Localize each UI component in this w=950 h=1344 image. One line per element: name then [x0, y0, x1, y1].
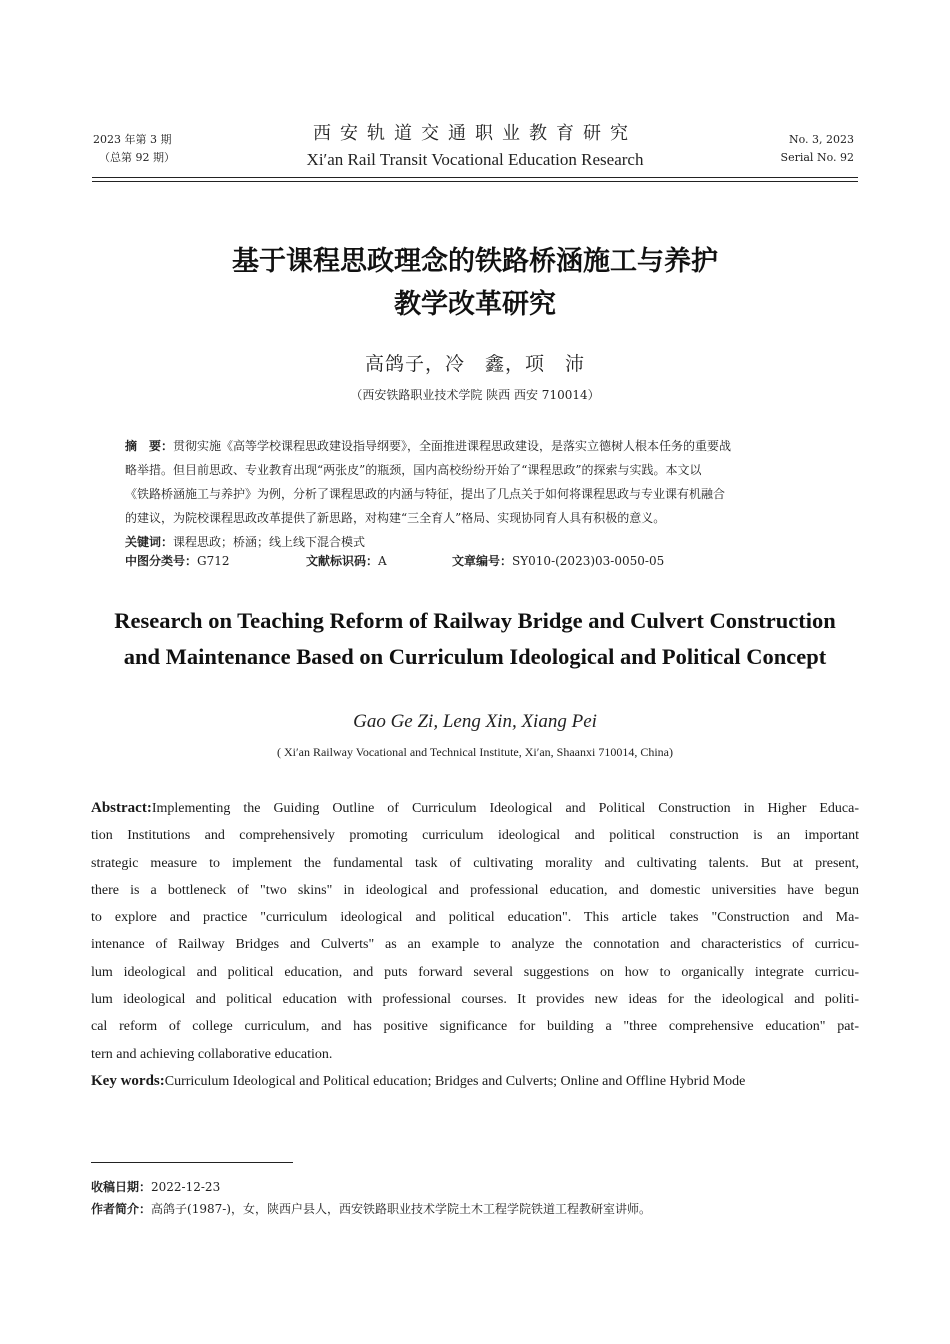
- abstract-en: [91, 795, 859, 1095]
- abstract-en-line: tion Institutions and comprehensively promoting curriculum ideological and political construction is an important: [91, 828, 859, 844]
- author-bio-text: 高鸽子(1987-)，女，陕西户县人，西安铁路职业技术学院土木工程学院铁道工程教研室讲师。: [151, 1202, 651, 1216]
- authors-cn: 高鸽子，冷 鑫，项 沛: [364, 353, 585, 375]
- serial-number-en: Serial No. 92: [780, 151, 854, 164]
- abstract-cn-line: 《铁路桥涵施工与养护》为例，分析了课程思政的内涵与特征，提出了几点关于如何将课程思政与专业课有机融合: [125, 487, 726, 501]
- author-bio-label: 作者简介：: [91, 1202, 152, 1216]
- article-number-label: 文章编号：: [452, 554, 513, 568]
- abstract-cn-text: 贯彻实施《高等学校课程思政建设指导纲要》，全面推进课程思政建设，是落实立德树人根本任务的重要战: [173, 439, 732, 453]
- authors-en: Gao Ge Zi, Leng Xin, Xiang Pei: [353, 711, 597, 732]
- clc-label: 中图分类号：: [125, 554, 198, 568]
- affiliation-cn: （西安铁路职业技术学院 陕西 西安 710014）: [350, 388, 600, 402]
- abstract-en-line: there is a bottleneck of "two skins" in ideological and professional education, and domestic universities have begun: [91, 882, 859, 898]
- abstract-cn-label: 摘 要：: [125, 439, 174, 453]
- issue-number-cn: 2023 年第 3 期: [93, 133, 172, 146]
- header-rule-bottom: [92, 181, 858, 182]
- article-number: [452, 549, 664, 573]
- abstract-cn-line: 略举措。但目前思政、专业教育出现“两张皮”的瓶颈，国内高校纷纷开始了“课程思政”的探索与实践。本文以: [125, 463, 702, 477]
- journal-title-cn: 西安轨道交通职业教育研究: [313, 123, 637, 144]
- abstract-en-line: cal reform of college curriculum, and has positive significance for building a "three comprehensive education" pat-: [91, 1019, 859, 1035]
- paper-title-cn-line1: 基于课程思政理念的铁路桥涵施工与养护: [232, 246, 718, 277]
- clc-value: G712: [197, 554, 230, 568]
- header-rule-top: [92, 177, 858, 178]
- issue-info-en: [781, 131, 854, 167]
- received-date-value: 2022-12-23: [151, 1180, 221, 1194]
- received-date-label: 收稿日期：: [91, 1180, 152, 1194]
- paper-title-en: [60, 603, 890, 675]
- serial-number-cn: （总第 92 期）: [99, 151, 175, 164]
- abstract-cn-line: 的建议，为院校课程思政改革提供了新思路，对构建“三全育人”格局、实现协同育人具有积极的意义。: [125, 511, 666, 525]
- paper-title-en-line2: and Maintenance Based on Curriculum Ideological and Political Concept: [123, 644, 827, 669]
- affiliation-en: ( Xi′an Railway Vocational and Technical Institute, Xi′an, Shaanxi 710014, China): [277, 745, 673, 759]
- document-code-label: 文献标识码：: [306, 554, 379, 568]
- paper-title-en-line1: Research on Teaching Reform of Railway Bridge and Culvert Construction: [114, 608, 836, 633]
- received-date: [91, 1176, 859, 1198]
- abstract-en-text: Implementing the Guiding Outline of Curriculum Ideological and Political Construction in Higher Educa-: [151, 801, 859, 816]
- clc-number: [125, 549, 230, 573]
- abstract-cn-line: [125, 434, 838, 458]
- abstract-en-line: [91, 795, 859, 822]
- keywords-en-label: Key words:: [91, 1072, 165, 1089]
- abstract-en-line: intenance of Railway Bridges and Culverts" as an example to analyze the connotation and characteristics of curricu-: [91, 937, 859, 953]
- paper-title-cn: [0, 240, 950, 326]
- keywords-en: [91, 1068, 859, 1095]
- document-code: [306, 549, 387, 573]
- footnote-rule: [91, 1162, 293, 1163]
- abstract-en-label: Abstract:: [91, 800, 152, 816]
- journal-title-en: Xi′an Rail Transit Vocational Education Research: [306, 150, 644, 169]
- abstract-en-line: lum ideological and political education with professional courses. It provides new ideas for the ideological and politi-: [91, 992, 859, 1008]
- keywords-cn-label: 关键词：: [125, 535, 174, 549]
- author-bio: [91, 1198, 859, 1220]
- document-code-value: A: [378, 554, 387, 568]
- issue-number-en: No. 3, 2023: [788, 133, 854, 146]
- footnotes: [91, 1176, 859, 1220]
- keywords-en-text: Curriculum Ideological and Political education; Bridges and Culverts; Online and Offline Hybrid Mode: [164, 1073, 746, 1089]
- keywords-cn-text: 课程思政；桥涵；线上线下混合模式: [173, 535, 366, 549]
- abstract-en-line: to explore and practice "curriculum ideological and political education". This article takes "Construction and Ma-: [91, 910, 859, 926]
- abstract-en-line: tern and achieving collaborative education.: [91, 1046, 333, 1062]
- paper-title-cn-line2: 教学改革研究: [394, 289, 556, 320]
- abstract-en-line: strategic measure to implement the fundamental task of cultivating morality and cultivating talents. But at present,: [91, 855, 859, 871]
- abstract-cn: [125, 434, 838, 554]
- abstract-en-line: lum ideological and political education, and puts forward several suggestions on how to organically integrate curricu-: [91, 964, 859, 980]
- article-number-value: SY010-(2023)03-0050-05: [512, 554, 665, 568]
